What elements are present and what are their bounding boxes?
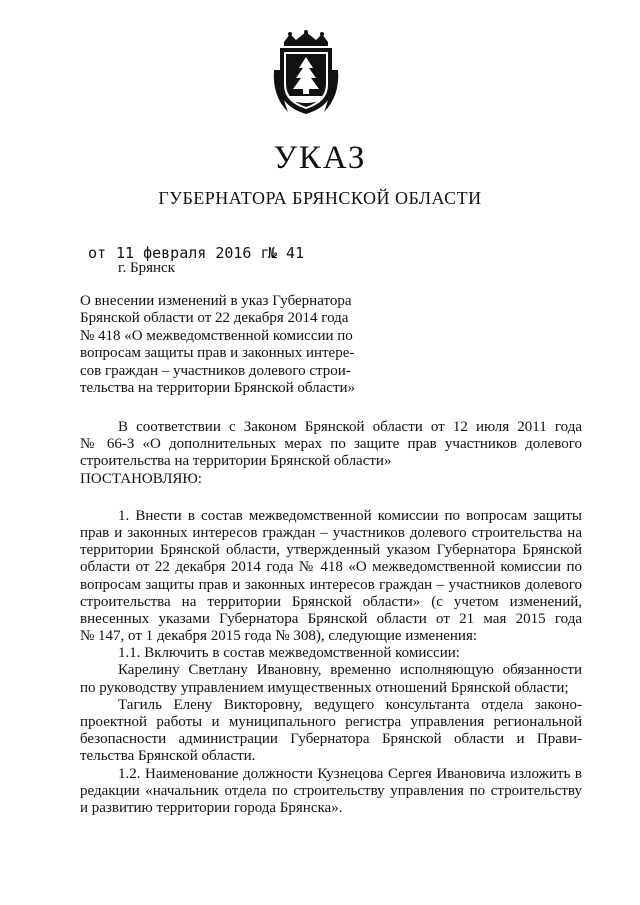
person2-line: проектной работы и муниципального регистра управления региональной xyxy=(80,714,582,730)
decree-date: 11 февраля 2016 г. xyxy=(116,244,279,262)
subject-line: О внесении изменений в указ Губернатора xyxy=(80,293,352,309)
date-prefix: от xyxy=(88,244,107,262)
decree-subject xyxy=(80,293,380,397)
subject-line: Брянской области от 22 декабря 2014 года xyxy=(80,310,349,327)
subject-line: тельства на территории Брянской области» xyxy=(80,380,356,397)
person1-line: по руководству управлением имущественных отношений Брянской области; xyxy=(80,679,569,696)
person2-line: безопасности администрации Губернатора Брянской области и Прави- xyxy=(80,731,582,748)
subject-line: вопросам защиты прав и законных интере- xyxy=(80,345,355,362)
document-subtitle: ГУБЕРНАТОРА БРЯНСКОЙ ОБЛАСТИ xyxy=(158,188,482,208)
bryansk-coat-of-arms-icon xyxy=(270,30,342,118)
item1-line: территории Брянской области, утвержденный указом Губернатора Брянской xyxy=(80,542,582,559)
item1-line: № 147, от 1 декабря 2015 года № 308), следующие изменения: xyxy=(80,628,478,645)
decree-word: ПОСТАНОВЛЯЮ: xyxy=(80,470,202,487)
item1-1-line: 1.1. Включить в состав межведомственной комиссии: xyxy=(118,645,460,662)
preamble-line: строительства на территории Брянской области» xyxy=(80,453,392,470)
item1-line: внесенных указами Губернатора Брянской области от 21 мая 2015 года xyxy=(80,610,582,627)
subject-line: № 418 «О межведомственной комиссии по xyxy=(80,327,353,344)
preamble-line: № 66-З «О дополнительных мерах по защите прав участников долевого xyxy=(80,436,582,453)
item1-line: области от 22 декабря 2014 года № 418 «О межведомственной комиссии по xyxy=(80,559,582,576)
person2-line: Тагиль Елену Викторовну, ведущего консультанта отдела законо- xyxy=(118,696,582,713)
item1-line: прав и законных интересов граждан – участников долевого строительства на xyxy=(80,524,582,541)
item1-line: 1. Внести в состав межведомственной комиссии по вопросам защиты xyxy=(118,507,582,524)
subject-line: сов граждан – участников долевого строи- xyxy=(80,362,351,379)
decree-number: № 41 xyxy=(268,244,305,262)
item1-line: вопросам защиты прав и законных интересов граждан – участников долевого xyxy=(80,576,582,593)
item1-2-line: 1.2. Наименование должности Кузнецова Сергея Ивановича изложить в xyxy=(118,765,582,782)
person1-line: Карелину Светлану Ивановну, временно исполняющую обязанности xyxy=(118,662,582,679)
document-title: УКАЗ xyxy=(273,140,367,176)
item1-line: строительства на территории Брянской области» (с учетом изменений, xyxy=(80,593,582,610)
decree-city: г. Брянск xyxy=(118,260,175,276)
preamble-line: В соответствии с Законом Брянской области от 12 июля 2011 года xyxy=(118,419,582,435)
decree-body xyxy=(80,419,582,817)
person2-line: тельства Брянской области. xyxy=(80,748,256,765)
item1-2-line: и развитию территории города Брянска». xyxy=(80,799,343,816)
item1-2-line: редакции «начальник отдела по строительству управления по строительству xyxy=(80,782,582,799)
